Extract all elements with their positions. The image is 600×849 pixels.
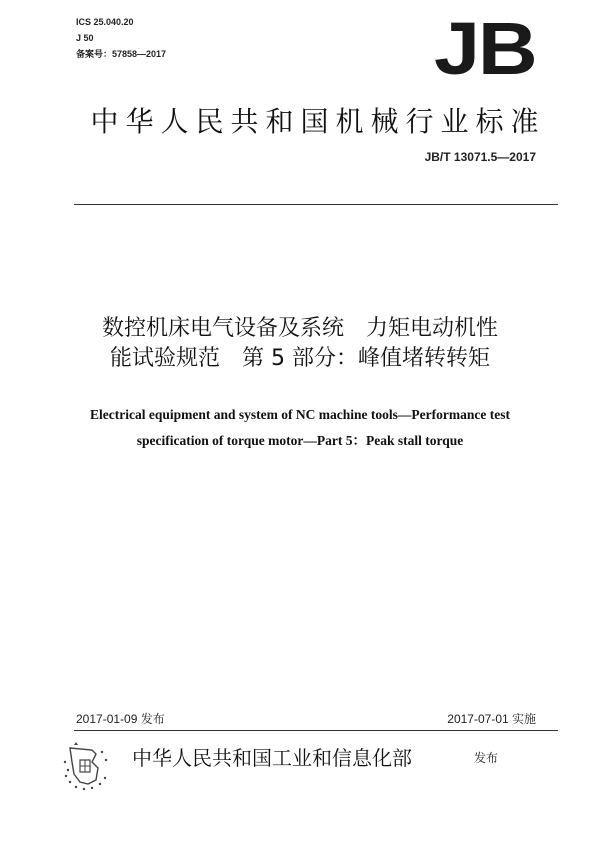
top-divider xyxy=(74,204,558,205)
chinese-title xyxy=(0,314,600,374)
issue-date: 2017-01-09 发布 xyxy=(76,712,165,726)
industry-standard-title: 中华人民共和国机械行业标准 xyxy=(90,105,546,138)
jb-logo: JB xyxy=(434,7,536,90)
english-title-line-2: specification of torque motor—Part 5：Peak stall torque xyxy=(136,433,464,448)
bottom-divider xyxy=(74,730,558,731)
implementation-date: 2017-07-01 实施 xyxy=(447,712,536,726)
ics-code: ICS 25.040.20 xyxy=(76,17,134,27)
ministry-emblem-icon xyxy=(62,740,114,792)
english-title-line-1: Electrical equipment and system of NC machine tools—Performance test xyxy=(90,407,510,422)
record-number: 备案号：57858—2017 xyxy=(76,49,167,59)
publish-label: 发布 xyxy=(474,751,499,765)
classification-block xyxy=(76,14,166,62)
chinese-title-line-2: 能试验规范 第 5 部分：峰值堵转转矩 xyxy=(110,346,490,371)
english-title xyxy=(0,402,600,454)
class-code: J 50 xyxy=(76,33,94,43)
chinese-title-line-1: 数控机床电气设备及系统 力矩电动机性 xyxy=(101,316,498,341)
standard-number: JB/T 13071.5—2017 xyxy=(424,150,536,164)
publisher-name: 中华人民共和国工业和信息化部 xyxy=(132,746,412,770)
